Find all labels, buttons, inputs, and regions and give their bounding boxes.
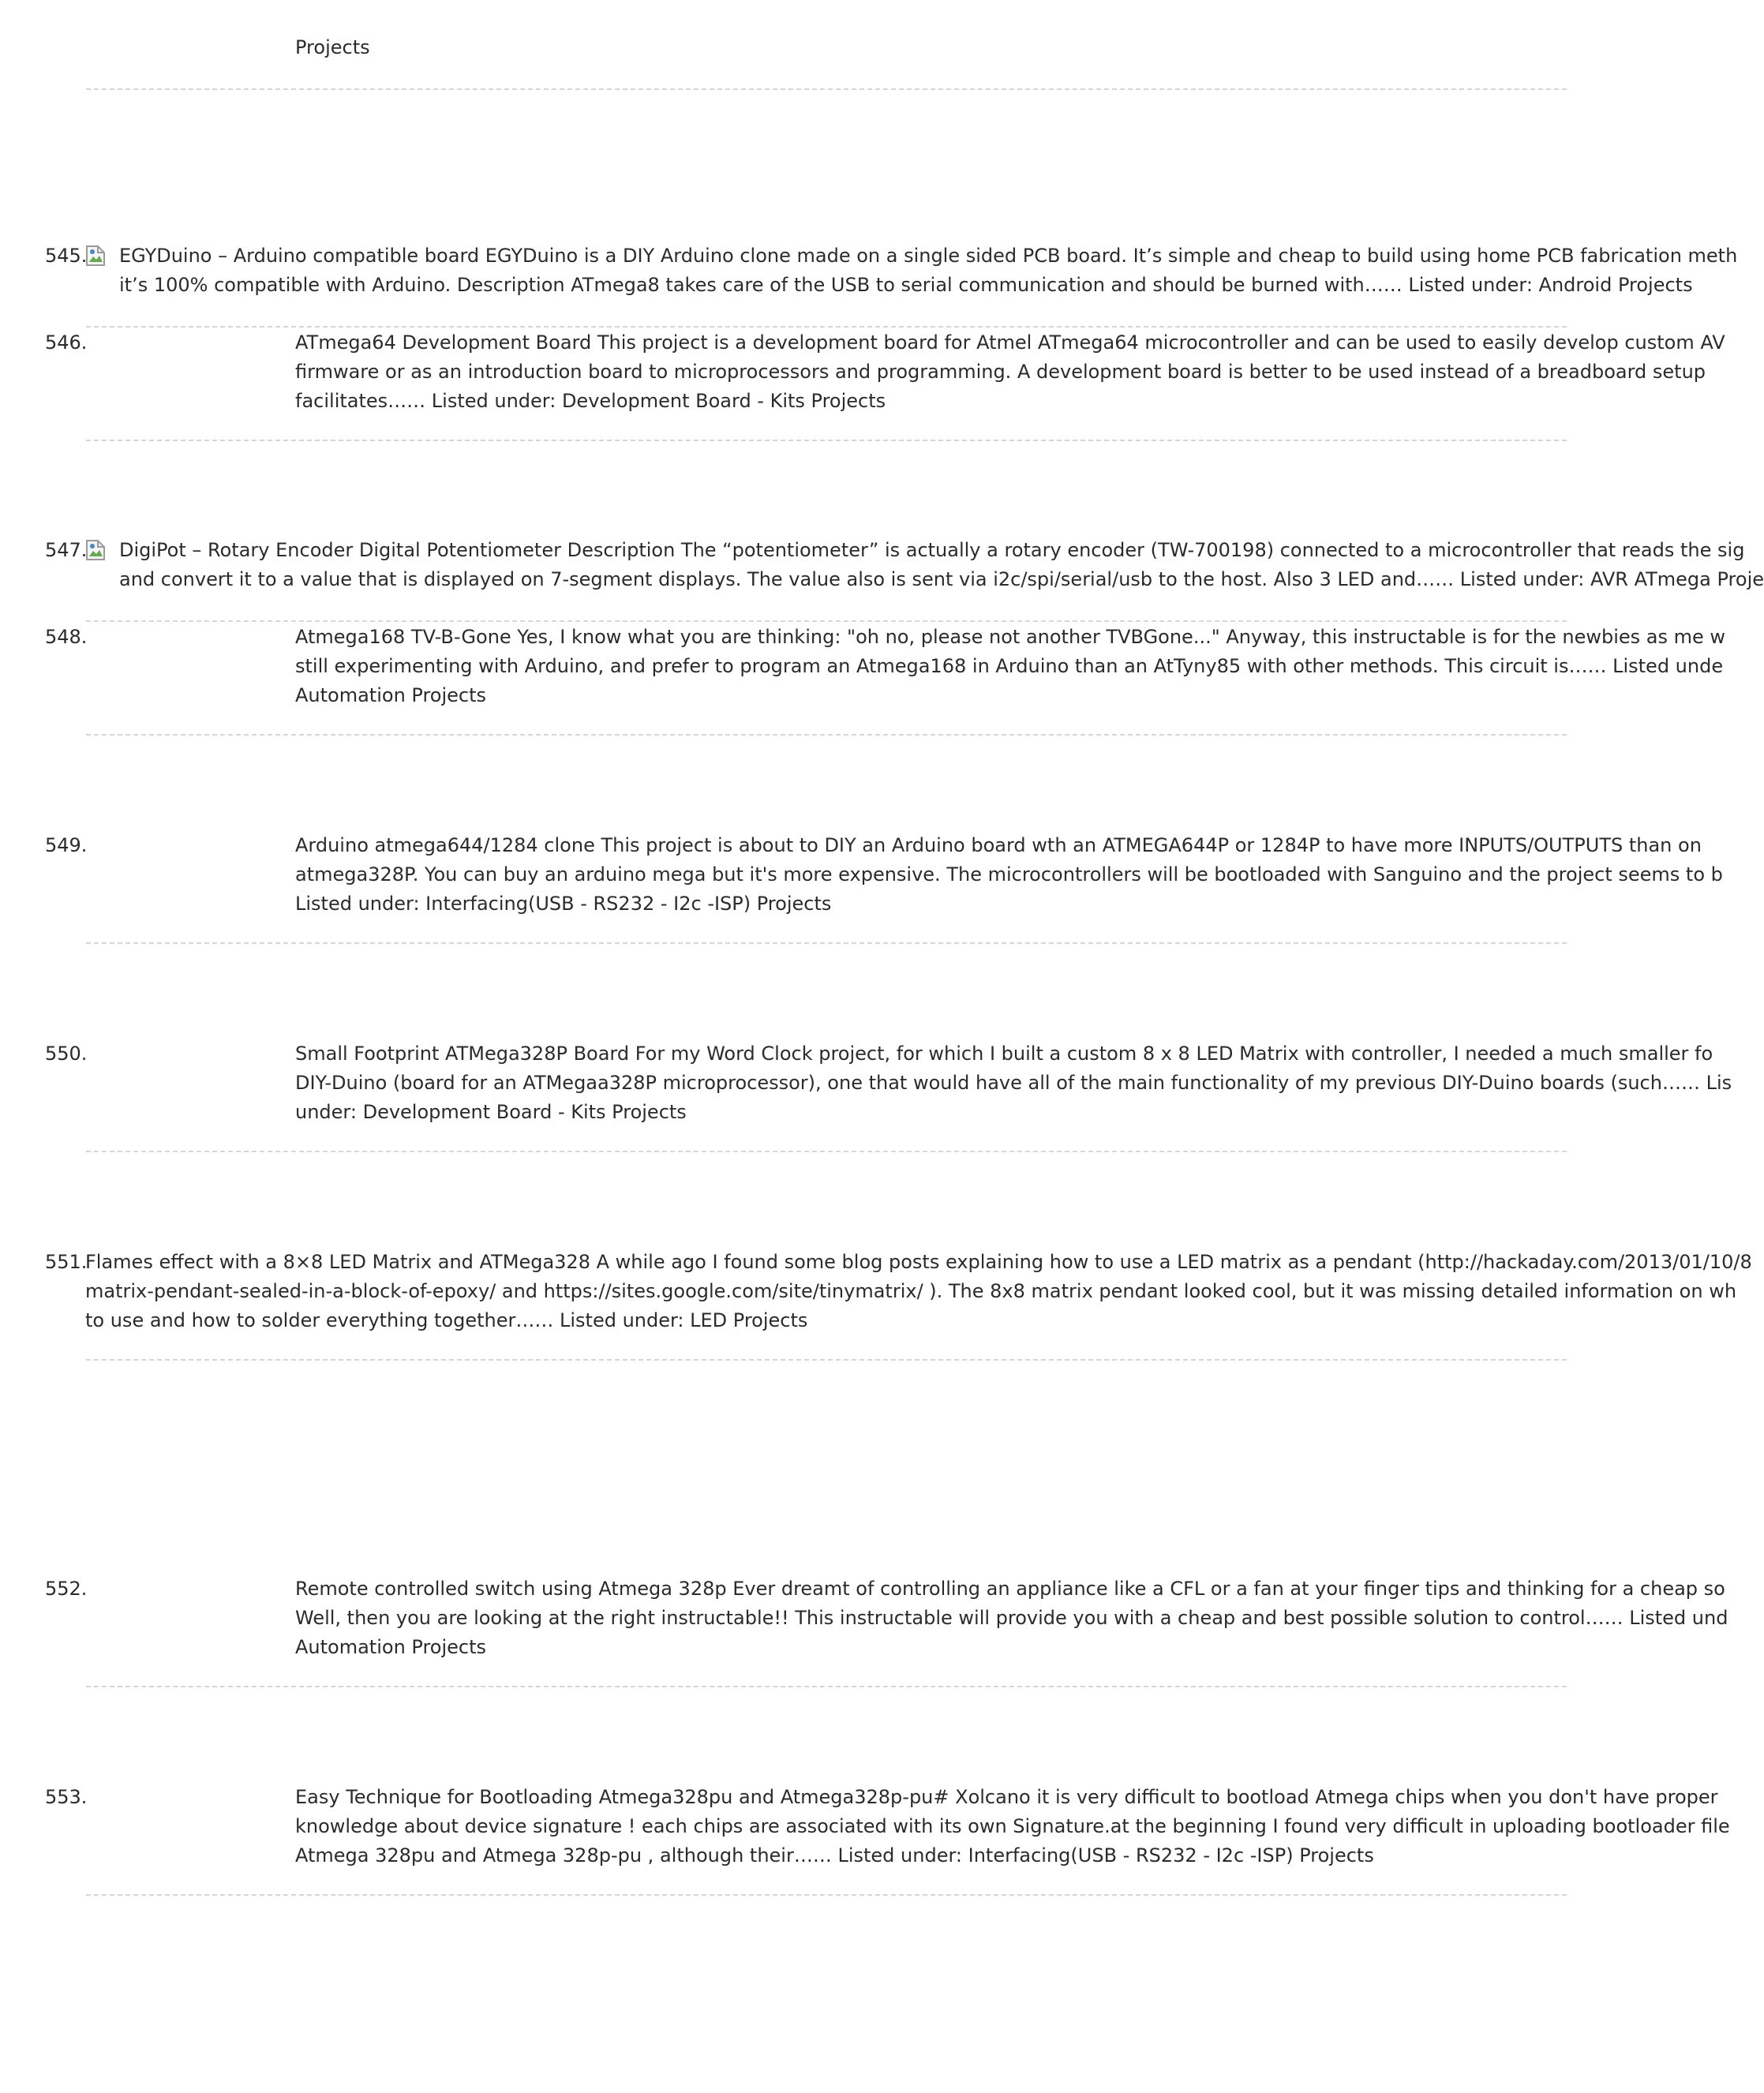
item-description-line[interactable]: to use and how to solder everything together…… Listed under: LED Projects [85,1309,808,1331]
item-number: 551. [45,1251,88,1273]
item-description-line[interactable]: DigiPot – Rotary Encoder Digital Potentiometer Description The “potentiometer” is actually a rotary encoder (TW-700198) connected to a microcontroller that reads the sig [119,539,1745,561]
entry-separator [86,1151,1567,1152]
item-description-line[interactable]: Atmega168 TV-B-Gone Yes, I know what you are thinking: "oh no, please not another TVBGone..." Anyway, this instructable is for the newbies as me w [295,626,1725,648]
item-description-line[interactable]: Automation Projects [295,1636,487,1658]
entry-separator [86,620,1567,622]
item-number: 547. [45,539,88,561]
entry-separator [86,1359,1567,1361]
broken-image-icon [85,242,117,271]
previous-entry-tail: Projects [295,36,370,58]
item-description-line[interactable]: Easy Technique for Bootloading Atmega328pu and Atmega328p-pu# Xolcano it is very difficult to bootload Atmega chips when you don't have proper [295,1786,1718,1808]
item-description-line[interactable]: atmega328P. You can buy an arduino mega but it's more expensive. The microcontrollers will be bootloaded with Sanguino and the project seems to b [295,863,1723,886]
item-description-line[interactable]: Remote controlled switch using Atmega 328p Ever dreamt of controlling an appliance like a CFL or a fan at your finger tips and thinking for a cheap so [295,1578,1725,1600]
item-description-line[interactable]: it’s 100% compatible with Arduino. Description ATmega8 takes care of the USB to serial communication and should be burned with…… Listed under: Android Projects [119,274,1693,296]
item-description-line[interactable]: still experimenting with Arduino, and prefer to program an Atmega168 in Arduino than an AtTyny85 with other methods. This circuit is…… Listed unde [295,655,1724,677]
entry-separator [86,1686,1567,1687]
entry-separator [86,1894,1567,1896]
item-description-line[interactable]: firmware or as an introduction board to microprocessors and programming. A development board is better to be used instead of a breadboard setup [295,361,1706,383]
item-number: 549. [45,834,88,856]
item-description-line[interactable]: Small Footprint ATMega328P Board For my Word Clock project, for which I built a custom 8 x 8 LED Matrix with controller, I needed a much smaller fo [295,1043,1713,1065]
item-number: 545. [45,245,88,267]
item-description-line[interactable]: EGYDuino – Arduino compatible board EGYDuino is a DIY Arduino clone made on a single sided PCB board. It’s simple and cheap to build using home PCB fabrication meth [119,245,1738,267]
item-description-line[interactable]: Flames effect with a 8×8 LED Matrix and ATMega328 A while ago I found some blog posts explaining how to use a LED matrix as a pendant (http://hackaday.com/2013/01/10/8 [85,1251,1752,1273]
item-number: 546. [45,331,88,354]
item-description-line[interactable]: Arduino atmega644/1284 clone This project is about to DIY an Arduino board wth an ATMEGA644P or 1284P to have more INPUTS/OUTPUTS than on [295,834,1702,856]
item-description-line[interactable]: knowledge about device signature ! each chips are associated with its own Signature.at the beginning I found very difficult in uploading bootloader file [295,1815,1730,1837]
entry-separator [86,734,1567,736]
item-number: 550. [45,1043,88,1065]
item-description-line[interactable]: matrix-pendant-sealed-in-a-block-of-epoxy/ and https://sites.google.com/site/tinymatrix/ ). The 8x8 matrix pendant looked cool, but it was missing detailed information on wh [85,1280,1737,1302]
item-description-line[interactable]: DIY-Duino (board for an ATMegaa328P microprocessor), one that would have all of the main functionality of my previous DIY-Duino boards (such…… Lis [295,1072,1732,1094]
item-description-line[interactable]: facilitates…… Listed under: Development Board - Kits Projects [295,390,886,412]
entry-separator [86,942,1567,944]
entry-separator [86,326,1567,328]
item-description-line[interactable]: Listed under: Interfacing(USB - RS232 - I2c -ISP) Projects [295,893,832,915]
item-description-line[interactable]: and convert it to a value that is displayed on 7-segment displays. The value also is sent via i2c/spi/serial/usb to the host. Also 3 LED and…… Listed under: AVR ATmega Proje [119,568,1764,590]
item-description-line[interactable]: Atmega 328pu and Atmega 328p-pu , although their…… Listed under: Interfacing(USB - RS232 - I2c -ISP) Projects [295,1844,1374,1866]
broken-image-icon [85,536,117,565]
item-description-line[interactable]: under: Development Board - Kits Projects [295,1101,687,1123]
item-description-line[interactable]: ATmega64 Development Board This project is a development board for Atmel ATmega64 microcontroller and can be used to easily develop custom AV [295,331,1725,354]
item-description-line[interactable]: Automation Projects [295,684,487,706]
entry-separator [86,88,1567,90]
item-number: 553. [45,1786,88,1808]
item-number: 548. [45,626,88,648]
item-description-line[interactable]: Well, then you are looking at the right instructable!! This instructable will provide you with a cheap and best possible solution to control…… Listed und [295,1607,1728,1629]
entry-separator [86,440,1567,441]
item-number: 552. [45,1578,88,1600]
